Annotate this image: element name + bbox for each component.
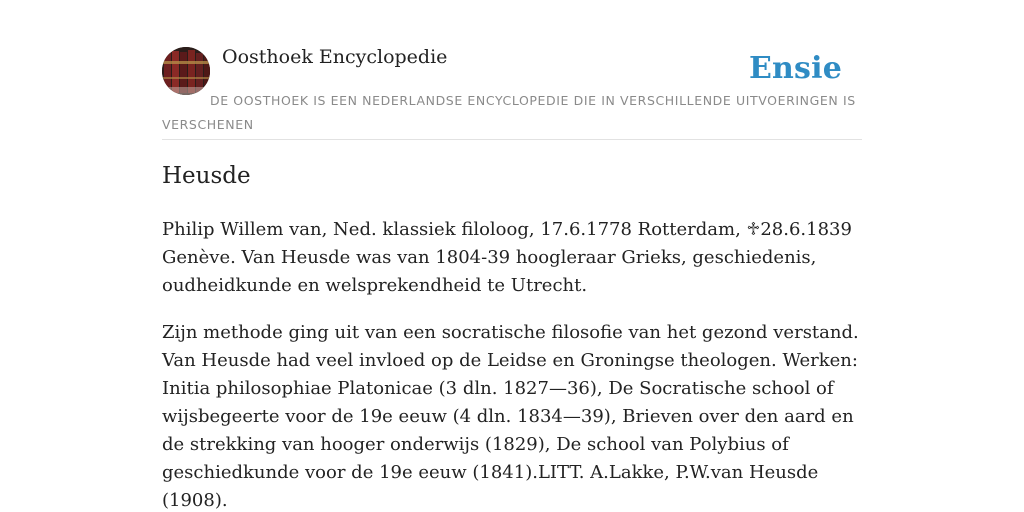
book-spines-icon [162, 47, 210, 95]
site-tagline: DE OOSTHOEK IS EEN NEDERLANDSE ENCYCLOPEDIE DIE IN VERSCHILLENDE UITVOERINGEN IS VERSCHENEN [162, 93, 856, 132]
article-paragraph: Philip Willem van, Ned. klassiek filoloog, 17.6.1778 Rotterdam, ♱28.6.1839 Genève. Van Heusde was van 1804-39 hoogleraar Grieks, geschiedenis, oudheidkunde en welsprekendheid te Utrecht. [162, 219, 852, 296]
article-paragraph: Zijn methode ging uit van een socratische filosofie van het gezond verstand. Van Heusde had veel invloed op de Leidse en Groningse theologen. Werken: Initia philosophiae Platonicae (3 dln. 1827—36), De Socratische school of wijsbegeerte voor de 19e eeuw (4 dln. 1834—39), Brieven over den aard en de strekking van hooger onderwijs (1829), De school van Polybius of geschiedkunde voor de 19e eeuw (1841).LITT. A.Lakke, P.W.van Heusde (1908). [162, 322, 859, 511]
article-body [162, 216, 862, 512]
article-title: Heusde [162, 163, 251, 189]
brand-logo[interactable]: Ensie [748, 51, 842, 86]
site-name[interactable]: Oosthoek Encyclopedie [222, 46, 448, 68]
header-divider [162, 139, 862, 140]
avatar[interactable] [162, 47, 210, 95]
